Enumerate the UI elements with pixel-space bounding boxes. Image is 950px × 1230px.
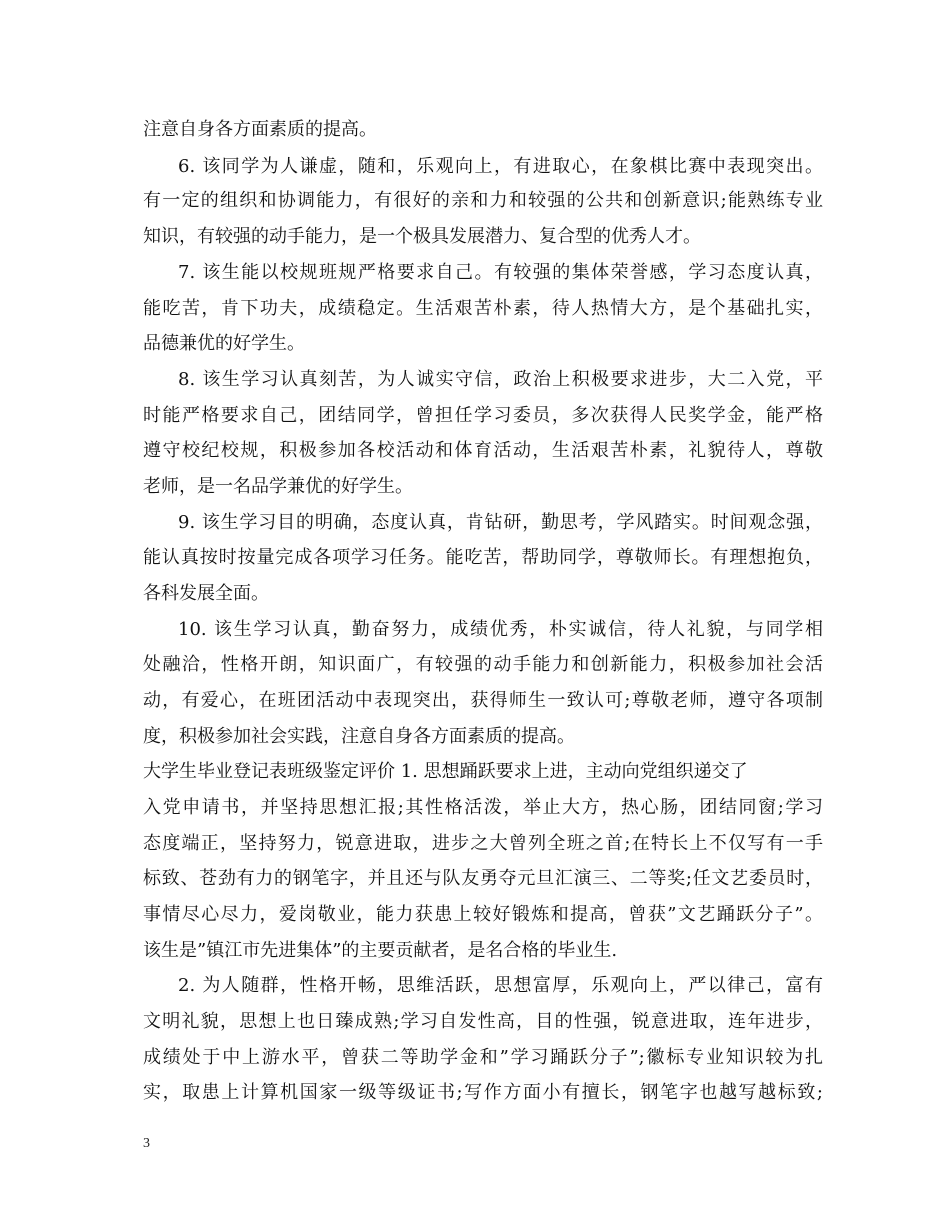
text-line: 各科发展全面。	[143, 583, 269, 604]
text-line: 标致、苍劲有力的钢笔字，并且还与队友勇夺元旦汇演三、二等奖;任文艺委员时，	[143, 868, 823, 889]
text-line: 6. 该同学为人谦虚，随和，乐观向上，有进取心，在象棋比赛中表现突出。	[178, 156, 823, 177]
text-line: 10. 该生学习认真，勤奋努力，成绩优秀，朴实诚信，待人礼貌，与同学相	[178, 619, 823, 640]
text-line: 动，有爱心，在班团活动中表现突出，获得师生一致认可;尊敬老师，遵守各项制	[143, 690, 823, 711]
text-line: 文明礼貌，思想上也日臻成熟;学习自发性高，目的性强，锐意进取，连年进步，	[143, 1011, 823, 1032]
text-line: 遵守校纪校规，积极参加各校活动和体育活动，生活艰苦朴素，礼貌待人，尊敬	[143, 440, 823, 461]
text-line: 成绩处于中上游水平，曾获二等助学金和”学习踊跃分子”;徽标专业知识较为扎	[143, 1047, 823, 1068]
text-line: 事情尽心尽力，爱岗敬业，能力获患上较好锻炼和提高，曾获”文艺踊跃分子”。	[143, 904, 823, 925]
text-line: 2. 为人随群，性格开畅，思维活跃，思想富厚，乐观向上，严以律己，富有	[178, 975, 823, 996]
text-line: 品德兼优的好学生。	[143, 333, 305, 354]
text-line: 大学生毕业登记表班级鉴定评价 1. 思想踊跃要求上进，主动向党组织递交了	[143, 761, 748, 782]
text-line: 该生是”镇江市先进集体”的主要贡献者，是名合格的毕业生.	[143, 940, 618, 961]
text-line: 度，积极参加社会实践，注意自身各方面素质的提高。	[143, 726, 575, 747]
text-line: 入党申请书，并坚持思想汇报;其性格活泼，举止大方，热心肠，团结同窗;学习	[143, 797, 823, 818]
text-line: 时能严格要求自己，团结同学，曾担任学习委员，多次获得人民奖学金，能严格	[143, 405, 823, 426]
text-line: 老师，是一名品学兼优的好学生。	[143, 476, 413, 497]
text-line: 8. 该生学习认真刻苦，为人诚实守信，政治上积极要求进步，大二入党，平	[178, 369, 823, 390]
text-line: 能认真按时按量完成各项学习任务。能吃苦，帮助同学，尊敬师长。有理想抱负，	[143, 547, 823, 568]
text-line: 7. 该生能以校规班规严格要求自己。有较强的集体荣誉感，学习态度认真，	[178, 262, 823, 283]
text-line: 9. 该生学习目的明确，态度认真，肯钻研，勤思考，学风踏实。时间观念强，	[178, 512, 823, 533]
text-line: 处融洽，性格开朗，知识面广，有较强的动手能力和创新能力，积极参加社会活	[143, 654, 823, 675]
text-line: 有一定的组织和协调能力，有很好的亲和力和较强的公共和创新意识;能熟练专业	[143, 190, 823, 211]
page-number: 3	[143, 1136, 150, 1151]
text-line: 实，取患上计算机国家一级等级证书;写作方面小有擅长，钢笔字也越写越标致;	[143, 1082, 823, 1103]
text-line: 能吃苦，肯下功夫，成绩稳定。生活艰苦朴素，待人热情大方，是个基础扎实，	[143, 298, 823, 319]
text-line: 注意自身各方面素质的提高。	[143, 119, 377, 140]
text-line: 态度端正，坚持努力，锐意进取，进步之大曾列全班之首;在特长上不仅写有一手	[143, 833, 823, 854]
text-line: 知识，有较强的动手能力，是一个极具发展潜力、复合型的优秀人才。	[143, 226, 701, 247]
